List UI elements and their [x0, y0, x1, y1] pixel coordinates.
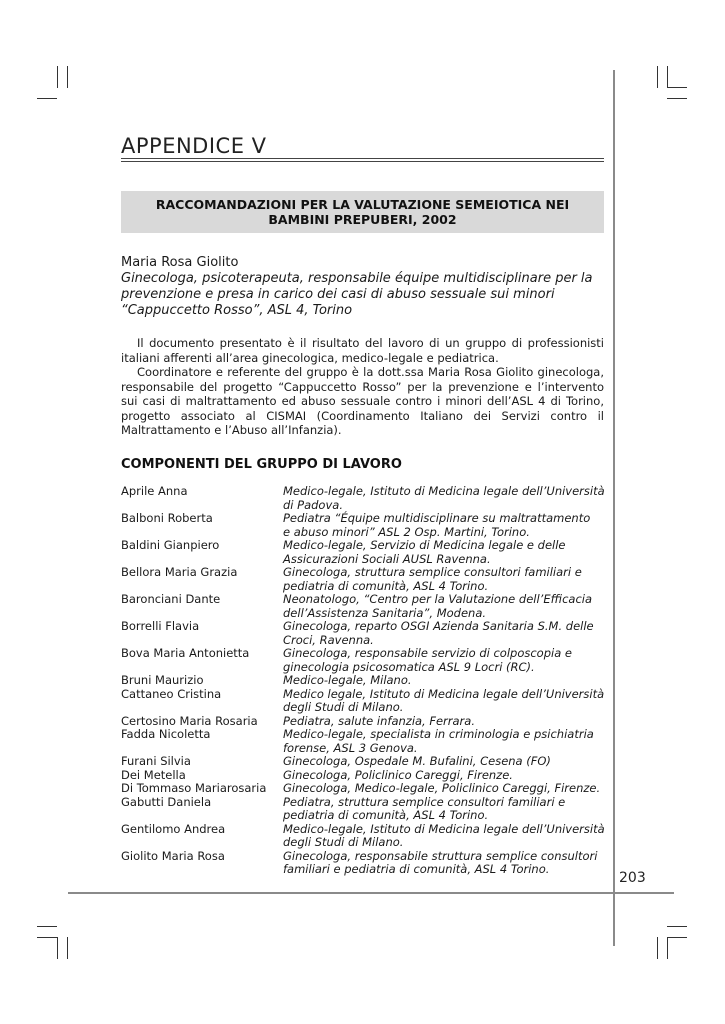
member-role-line: e abuso minori” ASL 2 Osp. Martini, Torino. — [283, 524, 530, 539]
author-role-line: Ginecologa, psicoterapeuta, responsabile équipe multidisciplinare per la — [121, 271, 593, 286]
section-heading: COMPONENTI DEL GRUPPO DI LAVORO — [121, 457, 402, 472]
member-role — [283, 823, 606, 850]
member-name: Balboni Roberta — [121, 511, 213, 525]
member-name: Di Tommaso Mariarosaria — [121, 781, 267, 795]
member-role-line: Medico legale, Istituto di Medicina legale dell’Università — [283, 686, 605, 701]
member-role-line: Ginecologa, Ospedale M. Bufalini, Cesena (FO) — [283, 754, 551, 768]
member-role — [283, 512, 606, 539]
member-role — [283, 728, 606, 755]
member-name: Bruni Maurizio — [121, 673, 204, 687]
member-role-line: Assicurazioni Sociali AUSL Ravenna. — [283, 551, 491, 566]
member-name: Gabutti Daniela — [121, 794, 212, 809]
crop-mark — [657, 66, 658, 88]
member-row — [121, 512, 606, 539]
member-row — [121, 566, 606, 593]
member-row — [121, 755, 606, 769]
member-role-line: dell’Assistenza Sanitaria”, Modena. — [283, 605, 487, 620]
member-role — [283, 485, 606, 512]
footer-rule — [68, 892, 674, 894]
crop-mark — [57, 66, 58, 88]
title-divider — [121, 158, 604, 159]
member-role-line: Ginecologa, Policlinico Careggi, Firenze. — [283, 767, 513, 782]
member-row — [121, 796, 606, 823]
member-row — [121, 647, 606, 674]
crop-mark — [667, 98, 687, 99]
member-role-line: Ginecologa, reparto OSGI Azienda Sanitaria S.M. delle — [283, 619, 594, 633]
crop-mark — [37, 937, 57, 938]
member-role — [283, 620, 606, 647]
member-name: Baldini Gianpiero — [121, 538, 220, 552]
member-row — [121, 539, 606, 566]
crop-mark — [37, 926, 57, 927]
member-role-line: forense, ASL 3 Genova. — [283, 740, 418, 755]
intro-paragraph: Coordinatore e referente del gruppo è la dott.ssa Maria Rosa Giolito ginecologa, responsabile del progetto “Cappuccetto Rosso” per la prevenzione e l’intervento sui casi di maltrattamento ed abuso sessuale contro i minori dell’ASL 4 di Torino, progetto associato al CISMAI (Coordinamento Italiano dei Servizi contro il Maltrattamento e l’Abuso all’Infanzia). — [121, 365, 604, 437]
members-list — [121, 485, 606, 877]
page-title: APPENDICE V — [121, 134, 267, 158]
member-row — [121, 715, 606, 729]
banner-title-line: RACCOMANDAZIONI PER LA VALUTAZIONE SEMEIOTICA NEI — [155, 197, 570, 212]
member-name: Borrelli Flavia — [121, 619, 200, 633]
member-role — [283, 769, 606, 783]
member-role — [283, 782, 606, 796]
member-role-line: Croci, Ravenna. — [283, 632, 374, 647]
member-role-line: Medico-legale, Milano. — [283, 673, 412, 687]
member-name: Dei Metella — [121, 767, 186, 782]
member-row — [121, 593, 606, 620]
member-name: Certosino Maria Rosaria — [121, 713, 258, 728]
author-name: Maria Rosa Giolito — [121, 255, 239, 270]
member-role-line: Medico-legale, Servizio di Medicina legale e delle — [283, 538, 566, 552]
member-role — [283, 688, 606, 715]
member-row — [121, 782, 606, 796]
member-role-line: Pediatra “Équipe multidisciplinare su maltrattamento — [283, 511, 591, 525]
member-role-line: Ginecologa, struttura semplice consultori familiari e — [283, 565, 582, 579]
member-role-line: Pediatra, struttura semplice consultori familiari e — [283, 794, 566, 809]
member-role — [283, 796, 606, 823]
crop-mark — [37, 98, 57, 99]
member-name: Cattaneo Cristina — [121, 686, 222, 701]
banner-title-line: BAMBINI PREPUBERI, 2002 — [268, 212, 457, 227]
crop-mark — [57, 937, 58, 959]
member-role-line: Ginecologa, responsabile servizio di colposcopia e — [283, 646, 572, 660]
member-role-line: pediatria di comunità, ASL 4 Torino. — [283, 578, 489, 593]
member-role-line: di Padova. — [283, 497, 343, 512]
crop-mark — [667, 937, 687, 938]
member-role-line: Medico-legale, Istituto di Medicina legale dell’Università — [283, 484, 605, 498]
section-banner — [121, 191, 604, 233]
member-role-line: Medico-legale, specialista in criminologia e psichiatria — [283, 727, 594, 741]
member-role-line: Pediatra, salute infanzia, Ferrara. — [283, 713, 475, 728]
margin-rule — [613, 70, 615, 946]
member-name: Bellora Maria Grazia — [121, 565, 238, 579]
member-role — [283, 674, 606, 688]
member-name: Giolito Maria Rosa — [121, 848, 225, 863]
crop-mark — [667, 926, 687, 927]
crop-mark — [667, 937, 668, 959]
member-row — [121, 769, 606, 783]
member-role-line: Neonatologo, “Centro per la Valutazione dell’Efficacia — [283, 592, 593, 606]
member-row — [121, 823, 606, 850]
member-name: Furani Silvia — [121, 754, 191, 768]
member-role-line: ginecologia psicosomatica ASL 9 Locri (RC). — [283, 659, 535, 674]
member-role — [283, 755, 606, 769]
page-number: 203 — [619, 870, 646, 886]
author-role-line: “Cappuccetto Rosso”, ASL 4, Torino — [121, 303, 353, 318]
crop-mark — [667, 66, 668, 88]
member-role-line: Ginecologa, Medico-legale, Policlinico Careggi, Firenze. — [283, 781, 601, 795]
member-role — [283, 566, 606, 593]
intro-paragraph: Il documento presentato è il risultato del lavoro di un gruppo di professionisti italiani afferenti all’area ginecologica, medico-legale e pediatrica. — [121, 336, 604, 365]
member-name: Aprile Anna — [121, 484, 188, 498]
member-row — [121, 850, 606, 877]
member-role-line: degli Studi di Milano. — [283, 835, 404, 849]
member-row — [121, 674, 606, 688]
crop-mark — [67, 66, 68, 88]
member-role — [283, 539, 606, 566]
member-row — [121, 688, 606, 715]
member-role-line: Ginecologa, responsabile struttura semplice consultori — [283, 848, 598, 863]
crop-mark — [657, 937, 658, 959]
member-role — [283, 593, 606, 620]
member-row — [121, 728, 606, 755]
member-name: Gentilomo Andrea — [121, 821, 226, 836]
author-role-line: prevenzione e presa in carico dei casi di abuso sessuale sui minori — [121, 287, 555, 302]
member-role-line: pediatria di comunità, ASL 4 Torino. — [283, 808, 489, 822]
member-name: Fadda Nicoletta — [121, 727, 211, 741]
member-role — [283, 715, 606, 729]
member-role — [283, 850, 606, 877]
member-name: Baronciani Dante — [121, 592, 221, 606]
member-role-line: degli Studi di Milano. — [283, 700, 404, 714]
author-block — [121, 255, 604, 319]
crop-mark — [667, 87, 687, 88]
title-divider — [121, 161, 604, 162]
member-row — [121, 485, 606, 512]
member-role-line: Medico-legale, Istituto di Medicina legale dell’Università — [283, 821, 605, 836]
member-name: Bova Maria Antonietta — [121, 646, 250, 660]
member-role-line: familiari e pediatria di comunità, ASL 4 Torino. — [283, 862, 550, 876]
member-role — [283, 647, 606, 674]
member-row — [121, 620, 606, 647]
intro-text — [121, 336, 604, 438]
crop-mark — [67, 937, 68, 959]
